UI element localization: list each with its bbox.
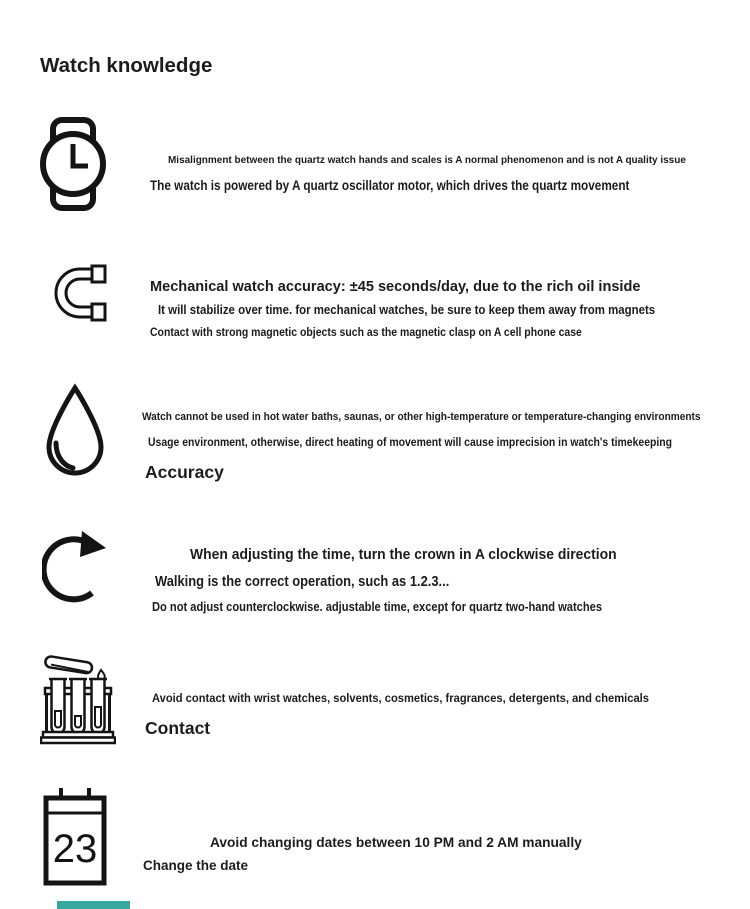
- page-title: Watch knowledge: [40, 53, 213, 77]
- magnetism-subheading: It will stabilize over time. for mechanical watches, be sure to keep them away from magnets: [158, 302, 656, 317]
- date-heading: Avoid changing dates between 10 PM and 2 AM manually: [210, 834, 582, 850]
- next-section-accent-bar: [57, 901, 130, 909]
- movement-heading: The watch is powered by A quartz oscillator motor, which drives the quartz movement: [150, 177, 630, 193]
- crown-heading: When adjusting the time, turn the crown in A clockwise direction: [190, 546, 617, 563]
- water-drop-icon: [42, 383, 108, 477]
- chemicals-note: Avoid contact with wrist watches, solvents, cosmetics, fragrances, detergents, and chemicals: [152, 691, 649, 705]
- calendar-icon: [42, 787, 108, 886]
- crown-subheading: Walking is the correct operation, such as 1.2.3...: [155, 573, 450, 590]
- magnetism-heading: Mechanical watch accuracy: ±45 seconds/day, due to the rich oil inside: [150, 278, 641, 295]
- date-subheading: Change the date: [143, 857, 249, 873]
- movement-note: Misalignment between the quartz watch hands and scales is A normal phenomenon and is not A quality issue: [168, 153, 686, 166]
- chemicals-heading: Contact: [145, 717, 211, 738]
- temperature-heading: Accuracy: [145, 461, 224, 482]
- test-tubes-icon: [40, 648, 116, 745]
- clockwise-arrow-icon: [42, 527, 110, 603]
- magnet-icon: [44, 264, 108, 322]
- calendar-day-label: 23: [52, 827, 98, 871]
- crown-note: Do not adjust counterclockwise. adjustable time, except for quartz two-hand watches: [152, 599, 603, 614]
- temperature-note: Watch cannot be used in hot water baths, saunas, or other high-temperature or temperature-changing environments: [142, 411, 701, 423]
- magnetism-note: Contact with strong magnetic objects such as the magnetic clasp on A cell phone case: [150, 326, 582, 339]
- watch-icon: [40, 116, 106, 212]
- temperature-subheading: Usage environment, otherwise, direct heating of movement will cause imprecision in watch's timekeeping: [148, 435, 673, 449]
